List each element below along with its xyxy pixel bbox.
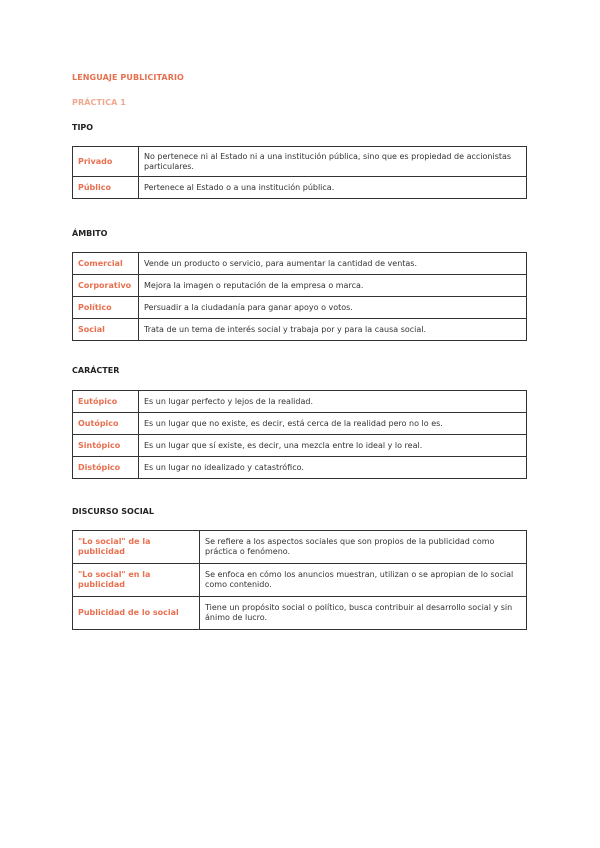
table-row: [73, 391, 527, 413]
term-cell: "Lo social" en la publicidad: [73, 564, 200, 597]
section-heading-caracter: CARÁCTER: [72, 366, 120, 375]
term-cell: Eutópico: [73, 391, 139, 413]
term-cell: Outópico: [73, 413, 139, 435]
description-cell: Trata de un tema de interés social y trabaja por y para la causa social.: [139, 319, 527, 341]
description-cell: Tiene un propósito social o político, busca contribuir al desarrollo social y sin ánimo de lucro.: [200, 597, 527, 630]
table-row: [73, 319, 527, 341]
table-row: [73, 413, 527, 435]
table-row: [73, 147, 527, 177]
description-cell: Vende un producto o servicio, para aumentar la cantidad de ventas.: [139, 253, 527, 275]
table-row: [73, 564, 527, 597]
table-row: [73, 177, 527, 199]
term-cell: Distópico: [73, 457, 139, 479]
table-row: [73, 531, 527, 564]
description-cell: No pertenece ni al Estado ni a una institución pública, sino que es propiedad de accionistas particulares.: [139, 147, 527, 177]
description-cell: Se refiere a los aspectos sociales que son propios de la publicidad como práctica o fenómeno.: [200, 531, 527, 564]
term-cell: Corporativo: [73, 275, 139, 297]
document-title: LENGUAJE PUBLICITARIO: [72, 73, 184, 82]
section-heading-ambito: ÁMBITO: [72, 229, 108, 238]
term-cell: Publicidad de lo social: [73, 597, 200, 630]
table-row: [73, 435, 527, 457]
term-cell: Privado: [73, 147, 139, 177]
description-cell: Pertenece al Estado o a una institución pública.: [139, 177, 527, 199]
term-cell: Público: [73, 177, 139, 199]
term-cell: Político: [73, 297, 139, 319]
table-row: [73, 597, 527, 630]
description-cell: Persuadir a la ciudadanía para ganar apoyo o votos.: [139, 297, 527, 319]
description-cell: Es un lugar que no existe, es decir, está cerca de la realidad pero no lo es.: [139, 413, 527, 435]
description-cell: Es un lugar que sí existe, es decir, una mezcla entre lo ideal y lo real.: [139, 435, 527, 457]
table-tipo: [72, 146, 527, 199]
document-subtitle: PRÁCTICA 1: [72, 98, 126, 107]
term-cell: "Lo social" de la publicidad: [73, 531, 200, 564]
table-row: [73, 253, 527, 275]
description-cell: Mejora la imagen o reputación de la empresa o marca.: [139, 275, 527, 297]
term-cell: Social: [73, 319, 139, 341]
table-caracter: [72, 390, 527, 479]
term-cell: Sintópico: [73, 435, 139, 457]
table-row: [73, 275, 527, 297]
table-discurso-social: [72, 530, 527, 630]
description-cell: Es un lugar perfecto y lejos de la realidad.: [139, 391, 527, 413]
table-row: [73, 297, 527, 319]
term-cell: Comercial: [73, 253, 139, 275]
description-cell: Es un lugar no idealizado y catastrófico.: [139, 457, 527, 479]
table-ambito: [72, 252, 527, 341]
table-row: [73, 457, 527, 479]
section-heading-tipo: TIPO: [72, 123, 94, 132]
description-cell: Se enfoca en cómo los anuncios muestran, utilizan o se apropian de lo social como contenido.: [200, 564, 527, 597]
section-heading-discurso-social: DISCURSO SOCIAL: [72, 507, 154, 516]
